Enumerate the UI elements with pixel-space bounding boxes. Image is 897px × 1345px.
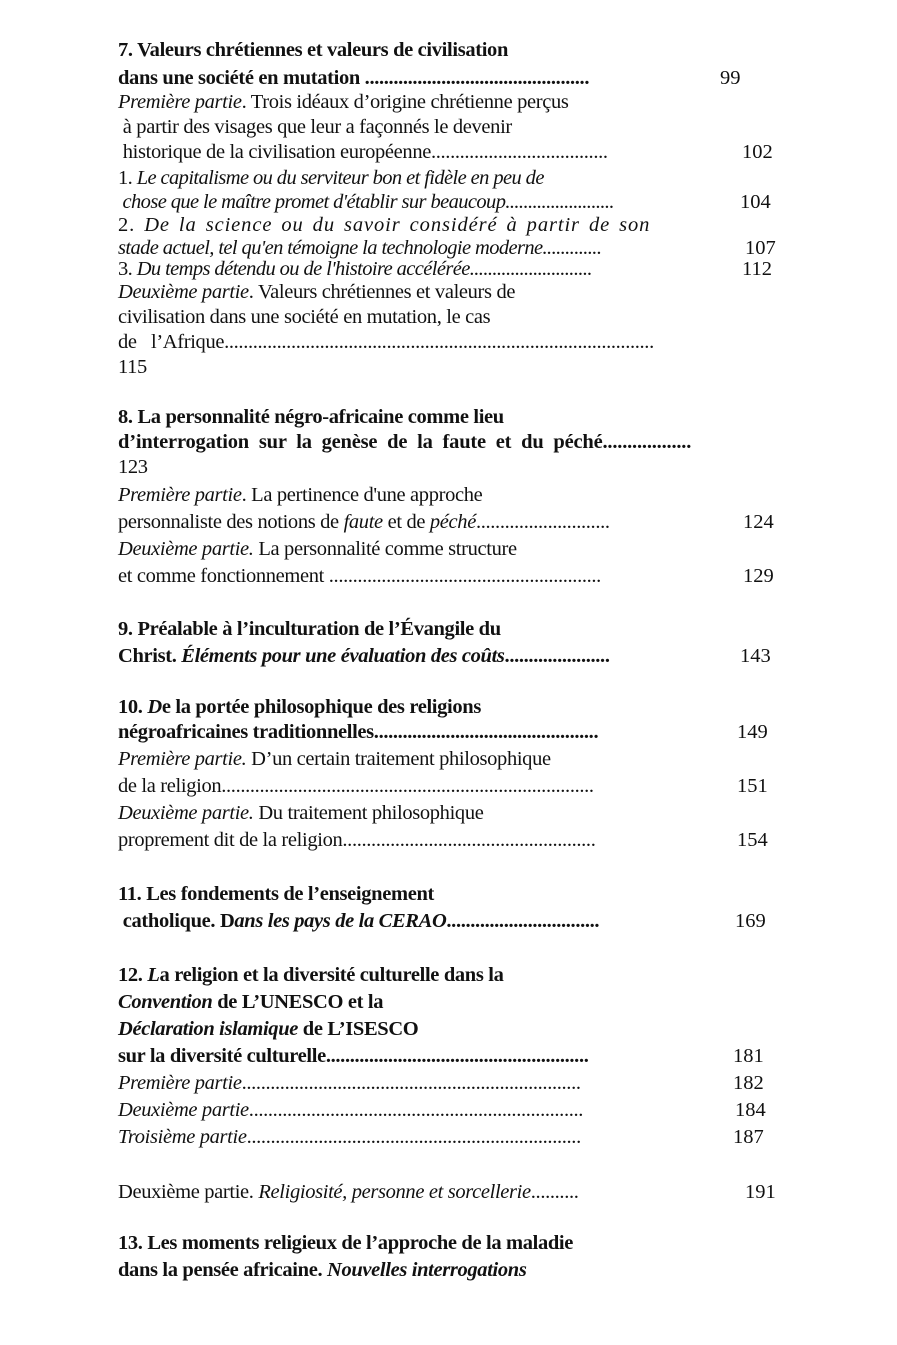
toc-chapter-12-title-line2: Convention de L’UNESCO et la: [118, 991, 384, 1013]
toc-part-heading: Deuxième partie. Religiosité, personne et sorcellerie..........: [118, 1181, 579, 1203]
toc-chapter-11-title-line2: catholique. Dans les pays de la CERAO................................: [118, 910, 600, 932]
toc-subentry-line: Deuxième partie. Du traitement philosophique: [118, 802, 484, 824]
toc-page-number: 182: [733, 1072, 764, 1094]
toc-chapter-9-title-line1: 9. Préalable à l’inculturation de l’Évangile du: [118, 618, 501, 640]
toc-chapter-7-title-line2: dans une société en mutation ...............................................: [118, 67, 590, 89]
toc-subentry-line: de l’Afrique..........................................................................................: [118, 331, 654, 353]
toc-chapter-12-title-line3: Déclaration islamique de L’ISESCO: [118, 1018, 419, 1040]
toc-page-number: 154: [737, 829, 768, 851]
toc-page-number: 107: [745, 237, 776, 259]
toc-chapter-8-title-line1: 8. La personnalité négro-africaine comme lieu: [118, 406, 504, 428]
toc-subentry-line: civilisation dans une société en mutation, le cas: [118, 306, 491, 328]
toc-chapter-11-title-line1: 11. Les fondements de l’enseignement: [118, 883, 434, 905]
toc-chapter-10-title-line1: 10. De la portée philosophique des religions: [118, 696, 481, 718]
toc-page-number: 169: [735, 910, 766, 932]
toc-subentry-line: Première partie.......................................................................: [118, 1072, 581, 1094]
toc-subentry-line: 1. Le capitalisme ou du serviteur bon et fidèle en peu de: [118, 167, 544, 189]
toc-chapter-13-title-line1: 13. Les moments religieux de l’approche de la maladie: [118, 1232, 574, 1254]
toc-page-number: 143: [740, 645, 771, 667]
toc-subentry-line: Première partie. La pertinence d'une approche: [118, 484, 483, 506]
toc-page-number: 187: [733, 1126, 764, 1148]
toc-chapter-9-title-line2: Christ. Éléments pour une évaluation des coûts......................: [118, 645, 610, 667]
toc-page-number: 123: [118, 456, 148, 478]
toc-page-number: 104: [740, 191, 771, 213]
toc-page-number: 191: [745, 1181, 776, 1203]
toc-subentry-line: Deuxième partie. Valeurs chrétiennes et valeurs de: [118, 281, 516, 303]
toc-subentry-line: et comme fonctionnement .........................................................: [118, 565, 601, 587]
toc-subentry-line: à partir des visages que leur a façonnés le devenir: [118, 116, 512, 138]
toc-chapter-7-title-line1: 7. Valeurs chrétiennes et valeurs de civilisation: [118, 39, 508, 61]
toc-subentry-line: Troisième partie......................................................................: [118, 1126, 581, 1148]
toc-page-number: 184: [735, 1099, 766, 1121]
toc-subentry-line: proprement dit de la religion.....................................................: [118, 829, 596, 851]
toc-page-number: 151: [737, 775, 768, 797]
toc-chapter-12-title-line4: sur la diversité culturelle.......................................................: [118, 1045, 589, 1067]
toc-chapter-8-title-line2: d’interrogation sur la genèse de la faute et du péché..................: [118, 431, 692, 453]
toc-subentry-line: historique de la civilisation européenne.....................................: [118, 141, 608, 163]
toc-subentry-line: Deuxième partie......................................................................: [118, 1099, 584, 1121]
toc-subentry-line: Deuxième partie. La personnalité comme structure: [118, 538, 517, 560]
toc-subentry-line: 3. Du temps détendu ou de l'histoire accélérée...........................: [118, 258, 592, 280]
toc-subentry-line: chose que le maître promet d'établir sur beaucoup........................: [118, 191, 614, 213]
toc-page-number: 115: [118, 356, 147, 378]
toc-chapter-12-title-line1: 12. La religion et la diversité culturelle dans la: [118, 964, 504, 986]
toc-page-number: 112: [742, 258, 772, 280]
toc-subentry-line: 2. De la science ou du savoir considéré à partir de son: [118, 214, 651, 236]
toc-subentry-line: stade actuel, tel qu'en témoigne la technologie moderne.............: [118, 237, 602, 259]
toc-page-number: 102: [742, 141, 773, 163]
toc-page-number: 149: [737, 721, 768, 743]
toc-subentry-line: Première partie. Trois idéaux d’origine chrétienne perçus: [118, 91, 569, 113]
toc-chapter-13-title-line2: dans la pensée africaine. Nouvelles interrogations: [118, 1259, 527, 1281]
toc-subentry-line: Première partie. D’un certain traitement philosophique: [118, 748, 551, 770]
toc-subentry-line: de la religion..............................................................................: [118, 775, 594, 797]
toc-page-number: 124: [743, 511, 774, 533]
toc-page-number: 129: [743, 565, 774, 587]
toc-chapter-10-title-line2: négroafricaines traditionnelles...............................................: [118, 721, 599, 743]
toc-subentry-line: personnaliste des notions de faute et de péché............................: [118, 511, 610, 533]
toc-page-number: 99: [720, 67, 741, 89]
toc-page-number: 181: [733, 1045, 764, 1067]
